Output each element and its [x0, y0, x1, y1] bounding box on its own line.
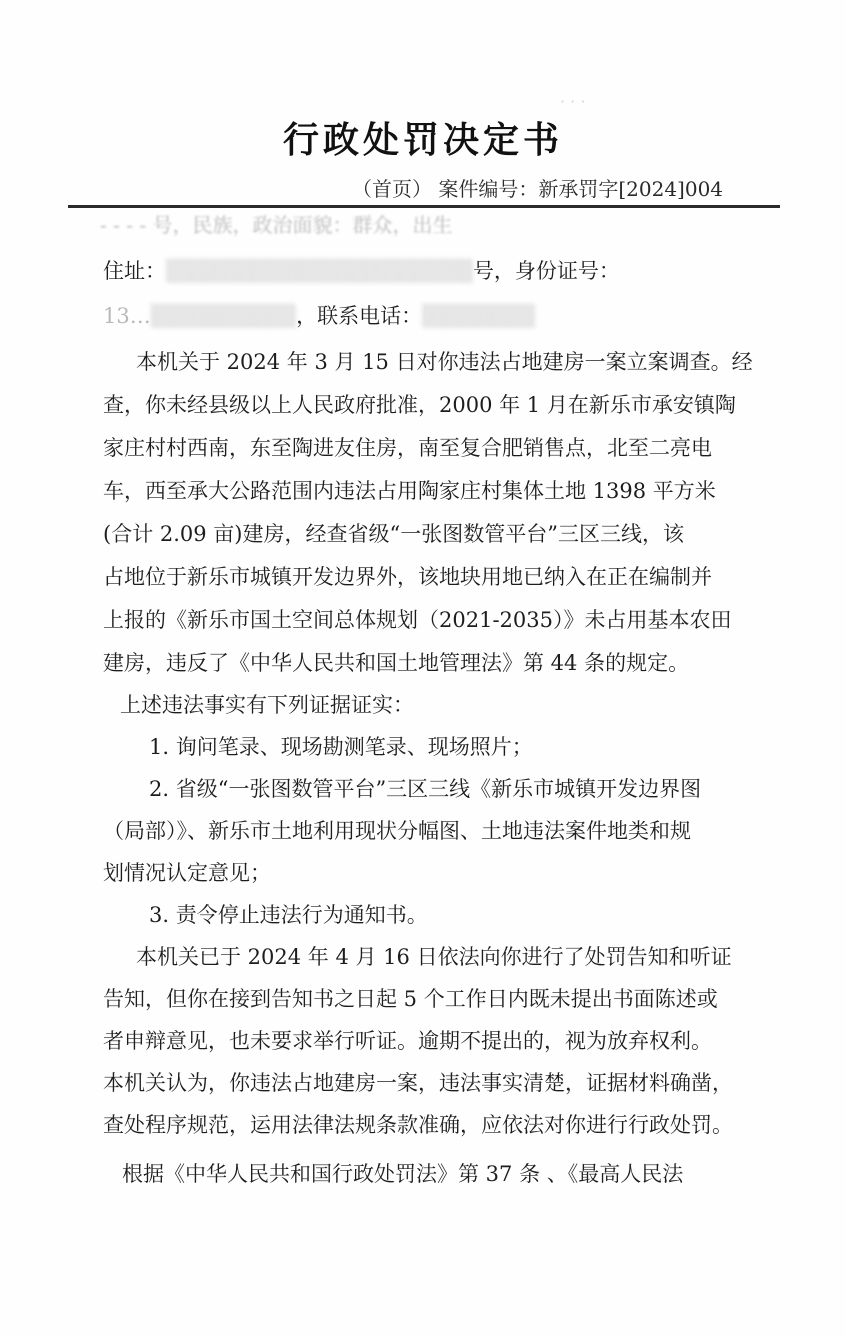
party-id-line: [103, 300, 535, 330]
page-title: 行政处罚决定书: [282, 119, 563, 161]
body-line: 车，西至承大公路范围内违法占用陶家庄村集体土地 1398 平方米: [103, 479, 716, 503]
body-line: 者申辩意见，也未要求举行听证。逾期不提出的，视为放弃权利。: [103, 1029, 712, 1053]
body-line: 根据《中华人民共和国行政处罚法》第 37 条 、《最高人民法: [122, 1162, 684, 1186]
party-cut-line: - - - - 号，民族，政治面貌：群众，出生: [100, 213, 453, 237]
body-line: 查，你未经县级以上人民政府批准，2000 年 1 月在新乐市承安镇陶: [103, 393, 736, 417]
evidence-item-2-cont: （局部）》、新乐市土地利用现状分幅图、土地违法案件地类和规: [103, 819, 691, 843]
evidence-item-2-cont: 划情况认定意见；: [103, 861, 271, 885]
party-address-line: [103, 255, 620, 285]
evidence-item-3: 3. 责令停止违法行为通知书。: [149, 903, 428, 927]
evidence-intro: 上述违法事实有下列证据证实：: [120, 693, 414, 717]
body-line: 本机关已于 2024 年 4 月 16 日依法向你进行了处罚告知和听证: [136, 945, 732, 969]
case-number: （首页） 案件编号：新承罚字[2024]004: [352, 177, 724, 201]
body-line: 占地位于新乐市城镇开发边界外，该地块用地已纳入在正在编制并: [103, 565, 712, 589]
phone-redacted: ▒▒▒▒▒▒▒: [422, 304, 536, 328]
address-label: 住址：: [103, 259, 166, 283]
evidence-item-1: 1. 询问笔录、现场勘测笔录、现场照片；: [149, 735, 533, 759]
address-redacted: ▒▒▒▒▒▒▒▒▒▒▒▒▒▒▒▒▒▒▒: [166, 259, 473, 283]
phone-label: ，联系电话：: [296, 304, 423, 328]
header-divider: [68, 205, 780, 208]
body-line: 查处程序规范，运用法律法规条款准确，应依法对你进行行政处罚。: [103, 1113, 733, 1137]
evidence-item-2: 2. 省级“一张图数管平台”三区三线《新乐市城镇开发边界图: [149, 777, 702, 801]
bleed-through-mark: · · ·: [560, 92, 586, 111]
id-redacted: ▒▒▒▒▒▒▒▒▒: [150, 304, 297, 328]
body-line: 家庄村村西南，东至陶进友住房，南至复合肥销售点，北至二亮电: [103, 436, 712, 460]
address-tail: 号，身份证号：: [472, 259, 620, 283]
body-line: 上报的《新乐市国土空间总体规划（2021-2035）》未占用基本农田: [103, 608, 732, 632]
body-line: (合计 2.09 亩)建房，经查省级“一张图数管平台”三区三线，该: [103, 522, 684, 546]
id-number: 13…: [103, 304, 151, 328]
body-line: 建房，违反了《中华人民共和国土地管理法》第 44 条的规定。: [103, 651, 690, 675]
body-line: 本机关认为，你违法占地建房一案，违法事实清楚，证据材料确凿，: [103, 1071, 733, 1095]
body-line: 本机关于 2024 年 3 月 15 日对你违法占地建房一案立案调查。经: [136, 350, 753, 374]
body-line: 告知，但你在接到告知书之日起 5 个工作日内既未提出书面陈述或: [103, 987, 718, 1011]
